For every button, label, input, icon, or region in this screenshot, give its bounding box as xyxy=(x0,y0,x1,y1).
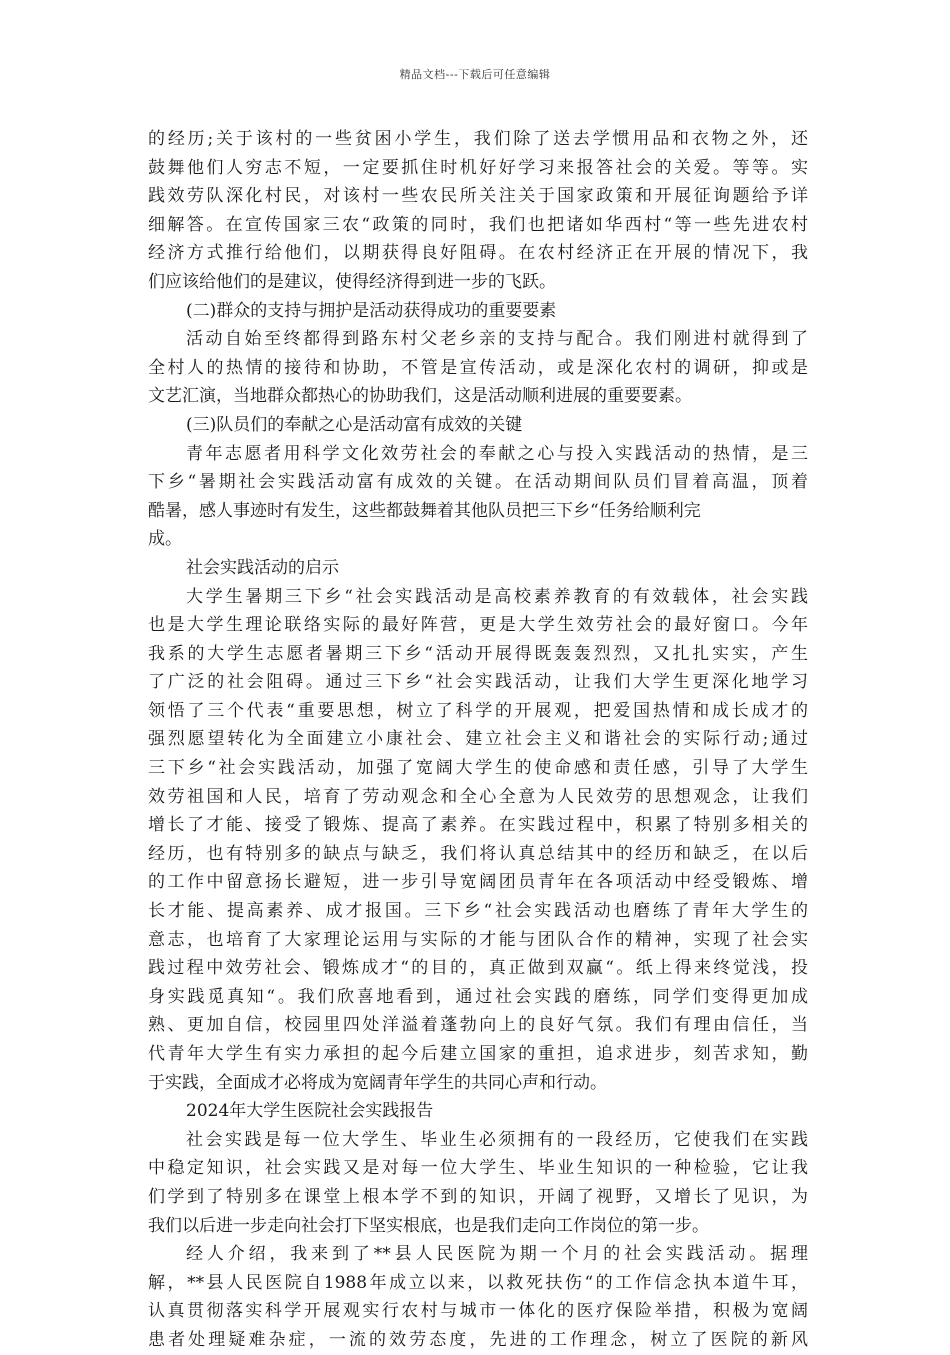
text-line: 青年志愿者用科学文化效劳社会的奉献之心与投入实践活动的热情，是三 xyxy=(186,443,808,464)
text-line: 身实践觅真知“。我们欣喜地看到，通过社会实践的磨练，同学们变得更加成 xyxy=(148,986,808,1007)
text-line: 下乡“暑期社会实践活动富有成效的关键。在活动期间队员们冒着高温，顶着 xyxy=(148,472,808,493)
text-line: 患者处理疑难杂症，一流的效劳态度，先进的工作理念，树立了医院的新风 xyxy=(148,1329,808,1350)
text-line: 大学生暑期三下乡“社会实践活动是高校素养教育的有效载体，社会实践 xyxy=(186,586,808,607)
text-line: 了广泛的社会阻碍。通过三下乡“社会实践活动，让我们大学生更深化地学习 xyxy=(148,672,808,693)
text-line: 认真贯彻落实科学开展观实行农村与城市一体化的医疗保险举措，积极为宽阔 xyxy=(148,1301,808,1322)
text-line: 意志，也培育了大家理论运用与实际的才能与团队合作的精神，实现了社会实 xyxy=(148,929,808,950)
text-line: 强烈愿望转化为全面建立小康社会、建立社会主义和谐社会的实际行动;通过 xyxy=(148,729,808,750)
text-line: 也是大学生理论联络实际的最好阵营，更是大学生效劳社会的最好窗口。今年 xyxy=(148,615,808,636)
text-line: 于实践，全面成才必将成为宽阔青年学生的共同心声和行动。 xyxy=(148,1072,607,1093)
text-line: 酷暑，感人事迹时有发生，这些都鼓舞着其他队员把三下乡“任务给顺利完 xyxy=(148,500,701,521)
text-line: 领悟了三个代表“重要思想，树立了科学的开展观，把爱国热情和成长成才的 xyxy=(148,700,808,721)
text-line: 全村人的热情的接待和协助，不管是宣传活动，或是深化农村的调研，抑或是 xyxy=(148,357,808,378)
text-line: 我们以后进一步走向社会打下坚实根底，也是我们走向工作岗位的第一步。 xyxy=(148,1215,709,1236)
text-line: 经人介绍，我来到了**县人民医院为期一个月的社会实践活动。据理 xyxy=(186,1244,808,1265)
text-line: 中稳定知识，社会实践又是对每一位大学生、毕业生知识的一种检验，它让我 xyxy=(148,1158,808,1179)
text-line: 的经历;关于该村的一些贫困小学生，我们除了送去学惯用品和衣物之外，还 xyxy=(148,129,808,149)
text-line: 践效劳队深化村民，对该村一些农民所关注关于国家政策和开展征询题给予详 xyxy=(148,186,808,207)
text-line: 增长了才能、接受了锻炼、提高了素养。在实践过程中，积累了特别多相关的 xyxy=(148,815,808,836)
text-line: 践过程中效劳社会、锻炼成才“的目的，真正做到双赢“。纸上得来终觉浅，投 xyxy=(148,958,808,979)
text-line: 鼓舞他们人穷志不短，一定要抓住时机好好学习来报答社会的关爱。等等。实 xyxy=(148,157,808,178)
text-line: 我系的大学生志愿者暑期三下乡“活动开展得既轰轰烈烈，又扎扎实实，产生 xyxy=(148,643,808,664)
text-line: (三)队员们的奉献之心是活动富有成效的关键 xyxy=(186,414,523,435)
text-line: 们应该给他们的是建议，使得经济得到进一步的飞跃。 xyxy=(148,271,556,292)
text-line: 长才能、提高素养、成才报国。三下乡“社会实践活动也磨练了青年大学生的 xyxy=(148,901,808,922)
text-line: 三下乡“社会实践活动，加强了宽阔大学生的使命感和责任感，引导了大学生 xyxy=(148,758,808,779)
document-body xyxy=(148,125,808,1355)
text-line: 2024年大学生医院社会实践报告 xyxy=(186,1101,434,1122)
text-line: 的工作中留意扬长避短，进一步引导宽阔团员青年在各项活动中经受锻炼、增 xyxy=(148,872,808,893)
text-line: 解，**县人民医院自1988年成立以来，以救死扶伤“的工作信念执本道牛耳， xyxy=(148,1272,808,1293)
text-line: (二)群众的支持与拥护是活动获得成功的重要要素 xyxy=(186,300,557,321)
text-line: 社会实践活动的启示 xyxy=(186,557,339,578)
text-line: 社会实践是每一位大学生、毕业生必须拥有的一段经历，它使我们在实践 xyxy=(186,1129,808,1150)
text-line: 经历，也有特别多的缺点与缺乏，我们将认真总结其中的经历和缺乏，在以后 xyxy=(148,843,808,864)
text-line: 成。 xyxy=(148,529,182,550)
text-line: 熟、更加自信，校园里四处洋溢着蓬勃向上的良好气氛。我们有理由信任，当 xyxy=(148,1015,808,1036)
text-line: 细解答。在宣传国家三农“政策的同时，我们也把诸如华西村“等一些先进农村 xyxy=(148,214,808,235)
page-header: 精品文档---下载后可任意编辑 xyxy=(399,68,551,81)
text-line: 经济方式推行给他们，以期获得良好阻碍。在农村经济正在开展的情况下，我 xyxy=(148,243,808,264)
text-line: 代青年大学生有实力承担的起今后建立国家的重担，追求进步，刻苦求知，勤 xyxy=(148,1044,808,1064)
text-line: 文艺汇演，当地群众都热心的协助我们，这是活动顺利进展的重要要素。 xyxy=(148,386,692,407)
text-line: 们学到了特别多在课堂上根本学不到的知识，开阔了视野，又增长了见识，为 xyxy=(148,1186,808,1207)
text-line: 活动自始至终都得到路东村父老乡亲的支持与配合。我们刚进村就得到了 xyxy=(186,329,808,350)
text-line: 效劳祖国和人民，培育了劳动观念和全心全意为人民效劳的思想观念，让我们 xyxy=(148,786,808,807)
